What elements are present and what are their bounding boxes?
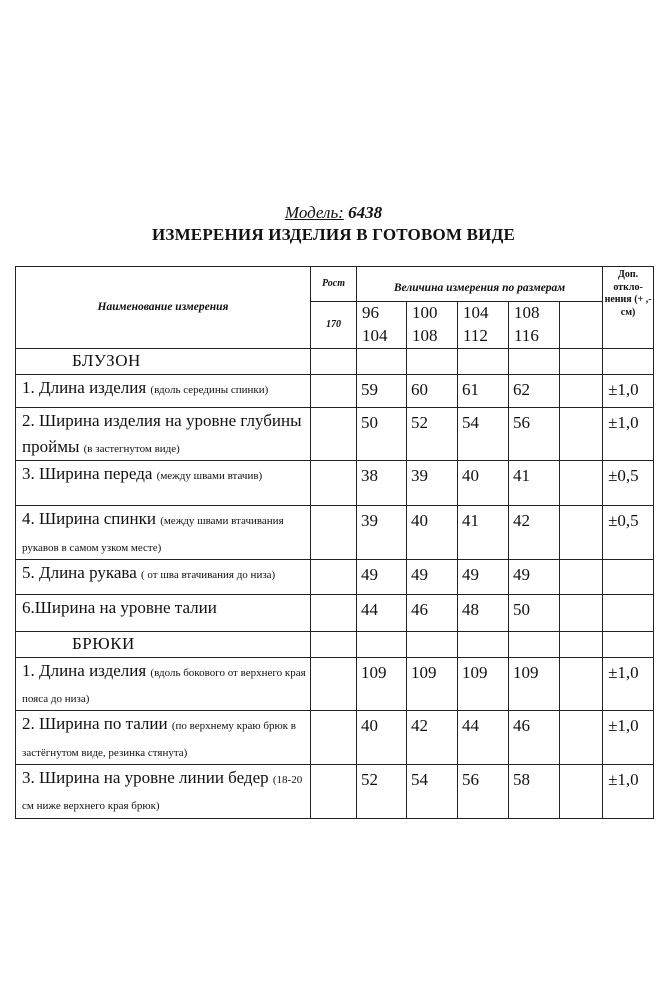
- empty-cell: [509, 348, 560, 374]
- empty-cell: [560, 657, 603, 711]
- size-value: 39: [407, 461, 458, 506]
- size-col-1: 96 104: [357, 302, 407, 349]
- size-value: 46: [407, 594, 458, 631]
- measurement-label: 6.Ширина на уровне талии: [22, 597, 217, 617]
- section-row: [16, 348, 654, 374]
- size-value: 54: [407, 764, 458, 818]
- measurement-label: 5. Длина рукава: [22, 562, 141, 582]
- size-value: 54: [458, 407, 509, 461]
- measurement-label: 4. Ширина спинки: [22, 509, 161, 529]
- measurement-label: 3. Ширина переда: [22, 464, 157, 484]
- measurement-name: [16, 407, 311, 461]
- table-row: [16, 764, 654, 818]
- table-row: [16, 461, 654, 506]
- size-value: 39: [357, 506, 407, 560]
- empty-cell: [509, 631, 560, 657]
- size-col-2: 100 108: [407, 302, 458, 349]
- header-name: Наименование измерения: [16, 267, 311, 349]
- measurement-name: [16, 506, 311, 560]
- size-value: 58: [509, 764, 560, 818]
- deviation-value: [603, 559, 654, 594]
- rost-cell: [311, 407, 357, 461]
- table-row: [16, 374, 654, 407]
- model-number: 6438: [348, 203, 383, 222]
- table-row: [16, 407, 654, 461]
- section-title: БЛУЗОН: [16, 348, 311, 374]
- header-rost-value: 170: [311, 302, 357, 349]
- size-col-3: 104 112: [458, 302, 509, 349]
- header-deviation: Доп. откло-нения (+ ,-см): [603, 267, 654, 349]
- size-value: 49: [357, 559, 407, 594]
- size-value: 49: [407, 559, 458, 594]
- measurement-note: (между швами втачив): [156, 470, 263, 483]
- size-value: 56: [509, 407, 560, 461]
- size-value: 61: [458, 374, 509, 407]
- header-rost-label: Рост: [311, 267, 357, 302]
- measurement-note: (по верхнему краю брюк в застёгнутом виде, резинка стянута): [22, 720, 296, 759]
- size-value: 40: [407, 506, 458, 560]
- measurement-label: 3. Ширина на уровне линии бедер: [22, 767, 273, 787]
- deviation-value: [603, 594, 654, 631]
- measurements-table: [15, 266, 654, 819]
- size-value: 40: [357, 711, 407, 765]
- size-value: 41: [509, 461, 560, 506]
- model-line: [0, 203, 667, 223]
- size-value: 50: [509, 594, 560, 631]
- measurement-note: (18-20 см ниже верхнего края брюк): [22, 773, 303, 813]
- size-value: 48: [458, 594, 509, 631]
- measurement-label: 2. Ширина по талии: [22, 714, 172, 734]
- header-size-label: Величина измерения по размерам: [357, 267, 603, 302]
- measurement-name: [16, 764, 311, 818]
- size-value: 62: [509, 374, 560, 407]
- size-value: 41: [458, 506, 509, 560]
- table-row: [16, 657, 654, 711]
- empty-cell: [357, 348, 407, 374]
- section-row: [16, 631, 654, 657]
- size-value: 38: [357, 461, 407, 506]
- deviation-value: ±1,0: [603, 407, 654, 461]
- size-value: 44: [458, 711, 509, 765]
- empty-cell: [407, 631, 458, 657]
- size-col-4: 108 116: [509, 302, 560, 349]
- size-value: 49: [458, 559, 509, 594]
- measurement-note: (вдоль бокового от верхнего края пояса до низа): [22, 666, 306, 705]
- empty-cell: [560, 407, 603, 461]
- empty-cell: [311, 348, 357, 374]
- measurement-note: (вдоль середины спинки): [150, 383, 269, 396]
- empty-cell: [458, 348, 509, 374]
- measurement-note: ( от шва втачивания до низа): [141, 568, 276, 581]
- empty-cell: [560, 559, 603, 594]
- measurement-name: [16, 461, 311, 506]
- empty-cell: [357, 631, 407, 657]
- size-value: 44: [357, 594, 407, 631]
- deviation-value: ±0,5: [603, 506, 654, 560]
- measurement-name: [16, 594, 311, 631]
- size-col-empty: [560, 302, 603, 349]
- empty-cell: [560, 506, 603, 560]
- rost-cell: [311, 461, 357, 506]
- measurement-note: (между швами втачивания рукавов в самом узком месте): [22, 515, 284, 554]
- rost-cell: [311, 657, 357, 711]
- empty-cell: [603, 348, 654, 374]
- empty-cell: [560, 764, 603, 818]
- measurement-note: (в застегнутом виде): [83, 442, 180, 455]
- empty-cell: [560, 461, 603, 506]
- size-value: 109: [407, 657, 458, 711]
- empty-cell: [560, 631, 603, 657]
- empty-cell: [407, 348, 458, 374]
- size-value: 59: [357, 374, 407, 407]
- size-value: 56: [458, 764, 509, 818]
- deviation-value: ±0,5: [603, 461, 654, 506]
- size-value: 52: [407, 407, 458, 461]
- size-value: 60: [407, 374, 458, 407]
- table-row: [16, 711, 654, 765]
- rost-cell: [311, 711, 357, 765]
- rost-cell: [311, 764, 357, 818]
- empty-cell: [311, 631, 357, 657]
- deviation-value: ±1,0: [603, 374, 654, 407]
- empty-cell: [458, 631, 509, 657]
- measurement-name: [16, 657, 311, 711]
- size-value: 42: [407, 711, 458, 765]
- empty-cell: [560, 374, 603, 407]
- empty-cell: [603, 631, 654, 657]
- empty-cell: [560, 594, 603, 631]
- deviation-value: ±1,0: [603, 657, 654, 711]
- section-title: БРЮКИ: [16, 631, 311, 657]
- size-value: 52: [357, 764, 407, 818]
- size-value: 109: [458, 657, 509, 711]
- deviation-value: ±1,0: [603, 711, 654, 765]
- page-title: ИЗМЕРЕНИЯ ИЗДЕЛИЯ В ГОТОВОМ ВИДЕ: [151, 225, 516, 244]
- empty-cell: [560, 711, 603, 765]
- rost-cell: [311, 506, 357, 560]
- table-row: [16, 506, 654, 560]
- measurement-name: [16, 374, 311, 407]
- measurement-name: [16, 711, 311, 765]
- size-value: 46: [509, 711, 560, 765]
- table-row: [16, 559, 654, 594]
- empty-cell: [560, 348, 603, 374]
- rost-cell: [311, 374, 357, 407]
- size-value: 40: [458, 461, 509, 506]
- deviation-value: ±1,0: [603, 764, 654, 818]
- rost-cell: [311, 559, 357, 594]
- measurement-label: 2. Ширина изделия на уровне глубины проймы: [22, 410, 302, 456]
- table-row: [16, 594, 654, 631]
- measurement-name: [16, 559, 311, 594]
- size-value: 109: [509, 657, 560, 711]
- size-value: 42: [509, 506, 560, 560]
- model-label: Модель:: [284, 203, 344, 222]
- rost-cell: [311, 594, 357, 631]
- measurement-label: 1. Длина изделия: [22, 660, 151, 680]
- size-value: 49: [509, 559, 560, 594]
- size-value: 109: [357, 657, 407, 711]
- size-value: 50: [357, 407, 407, 461]
- measurement-label: 1. Длина изделия: [22, 377, 151, 397]
